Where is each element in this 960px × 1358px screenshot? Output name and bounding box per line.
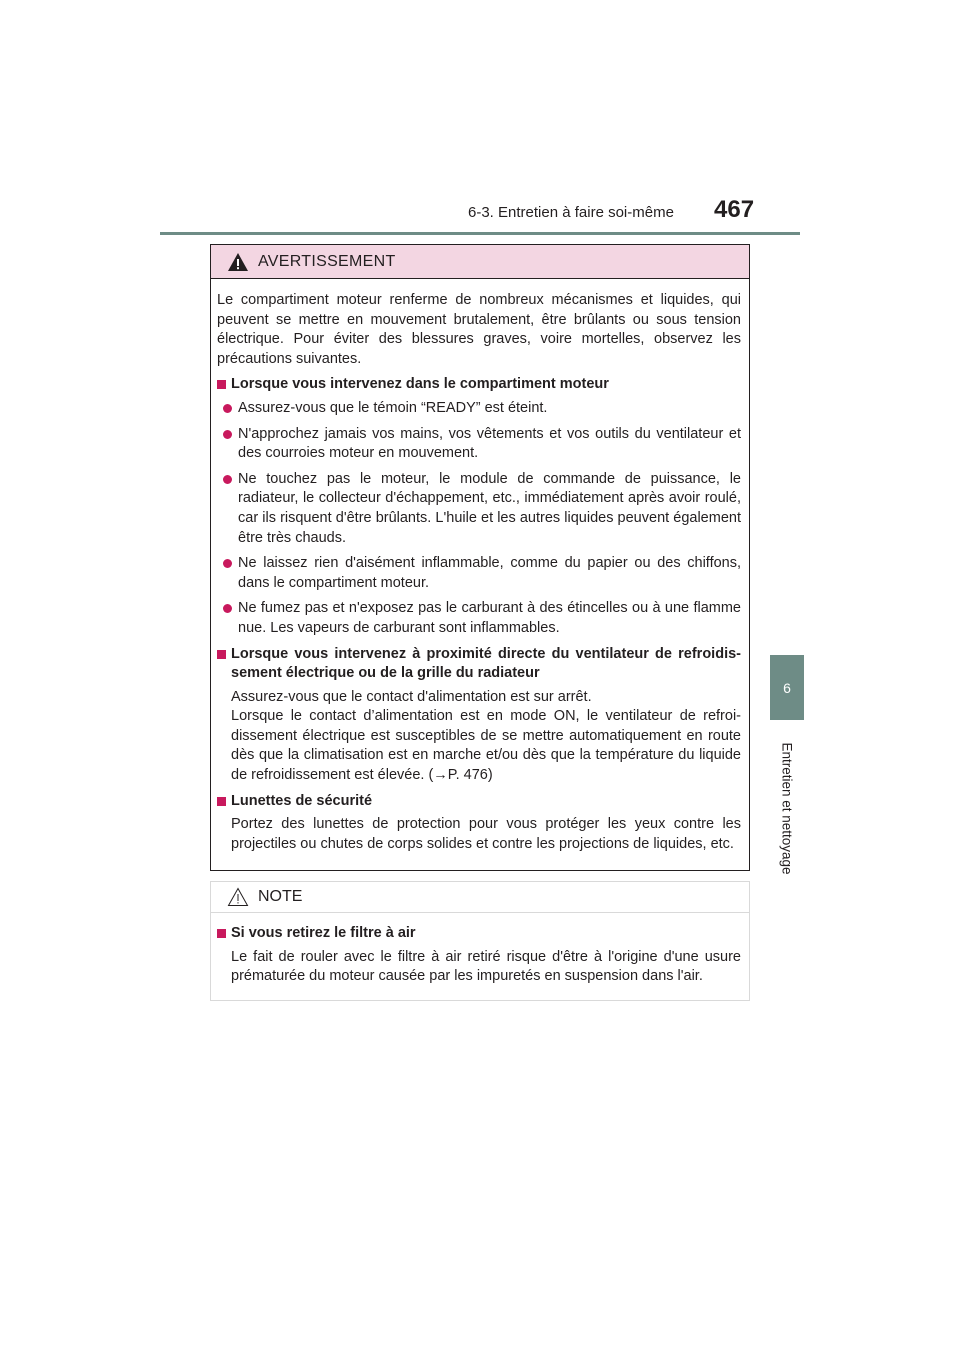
list-item: Ne fumez pas et n'exposez pas le carburant à des étincelles ou à une flamme nue. Les vapeurs de carburant sont inflammables. xyxy=(223,599,741,638)
page-number: 467 xyxy=(714,196,755,223)
warning-box xyxy=(210,244,750,871)
note-box xyxy=(210,881,750,1001)
round-bullet-icon xyxy=(223,604,232,613)
chapter-tab: 6 xyxy=(770,655,804,720)
section-heading: Lorsque vous intervenez dans le compartiment moteur xyxy=(217,375,741,395)
list-item: Ne touchez pas le moteur, le module de commande de puissance, le radiateur, le collecteur d'échappement, etc., immédiatement après avoir roulé, car ils risquent d'être brûlants. L'huile et les autres liquides peuvent également être très chauds. xyxy=(223,470,741,548)
square-bullet-icon xyxy=(217,797,226,806)
warning-triangle-icon xyxy=(227,252,249,272)
warning-intro: Le compartiment moteur renferme de nombreux mécanismes et liquides, qui peuvent se mettre en mouvement brutalement, être brûlants ou sous tension électrique. Pour éviter des blessures graves, voire mortelles, observez les précautions suivantes. xyxy=(217,292,741,367)
section-heading: Lunettes de sécurité xyxy=(217,792,741,812)
header-rule xyxy=(160,232,800,235)
paragraph: Le fait de rouler avec le filtre à air retiré risque d'être à l'origine d'une usure prématurée du moteur causée par les impuretés en suspension dans l'air. xyxy=(231,948,741,985)
section-heading: Lorsque vous intervenez à proximité directe du ventilateur de refroidis-sement électrique ou de la grille du radiateur xyxy=(217,645,741,684)
note-title: NOTE xyxy=(258,888,303,905)
paragraph: Lorsque le contact d’alimentation est en mode ON, le ventilateur de refroi-dissement électrique est susceptibles de se mettre automatiquement en route dès que la climatisation est en marche et/ou dès que la température du liquide de refroidissement est élevée. (→P. 476) xyxy=(231,708,741,784)
warning-header xyxy=(211,245,749,279)
square-bullet-icon xyxy=(217,650,226,659)
note-body xyxy=(211,913,749,987)
warning-title: AVERTISSEMENT xyxy=(258,252,396,270)
warning-body xyxy=(211,279,749,854)
square-bullet-icon xyxy=(217,380,226,389)
chapter-title: Entretien et nettoyage xyxy=(779,741,795,875)
paragraph: Assurez-vous que le contact d'alimentation est sur arrêt. xyxy=(231,688,592,705)
square-bullet-icon xyxy=(217,929,226,938)
list-item: N'approchez jamais vos mains, vos vêtements et vos outils du ventilateur et des courroies moteur en mouvement. xyxy=(223,425,741,464)
section-title: 6-3. Entretien à faire soi-même xyxy=(468,204,674,221)
caution-outline-icon xyxy=(227,887,249,907)
note-header xyxy=(211,882,749,913)
round-bullet-icon xyxy=(223,559,232,568)
round-bullet-icon xyxy=(223,404,232,413)
section-heading: Si vous retirez le filtre à air xyxy=(217,924,741,944)
list-item: Assurez-vous que le témoin “READY” est éteint. xyxy=(223,399,741,419)
chapter-label xyxy=(770,728,804,888)
paragraph: Portez des lunettes de protection pour vous protéger les yeux contre les projectiles ou chutes de corps solides et contre les projections de liquides, etc. xyxy=(231,816,741,852)
list-item: Ne laissez rien d'aisément inflammable, comme du papier ou des chiffons, dans le compartiment moteur. xyxy=(223,554,741,593)
round-bullet-icon xyxy=(223,475,232,484)
round-bullet-icon xyxy=(223,430,232,439)
